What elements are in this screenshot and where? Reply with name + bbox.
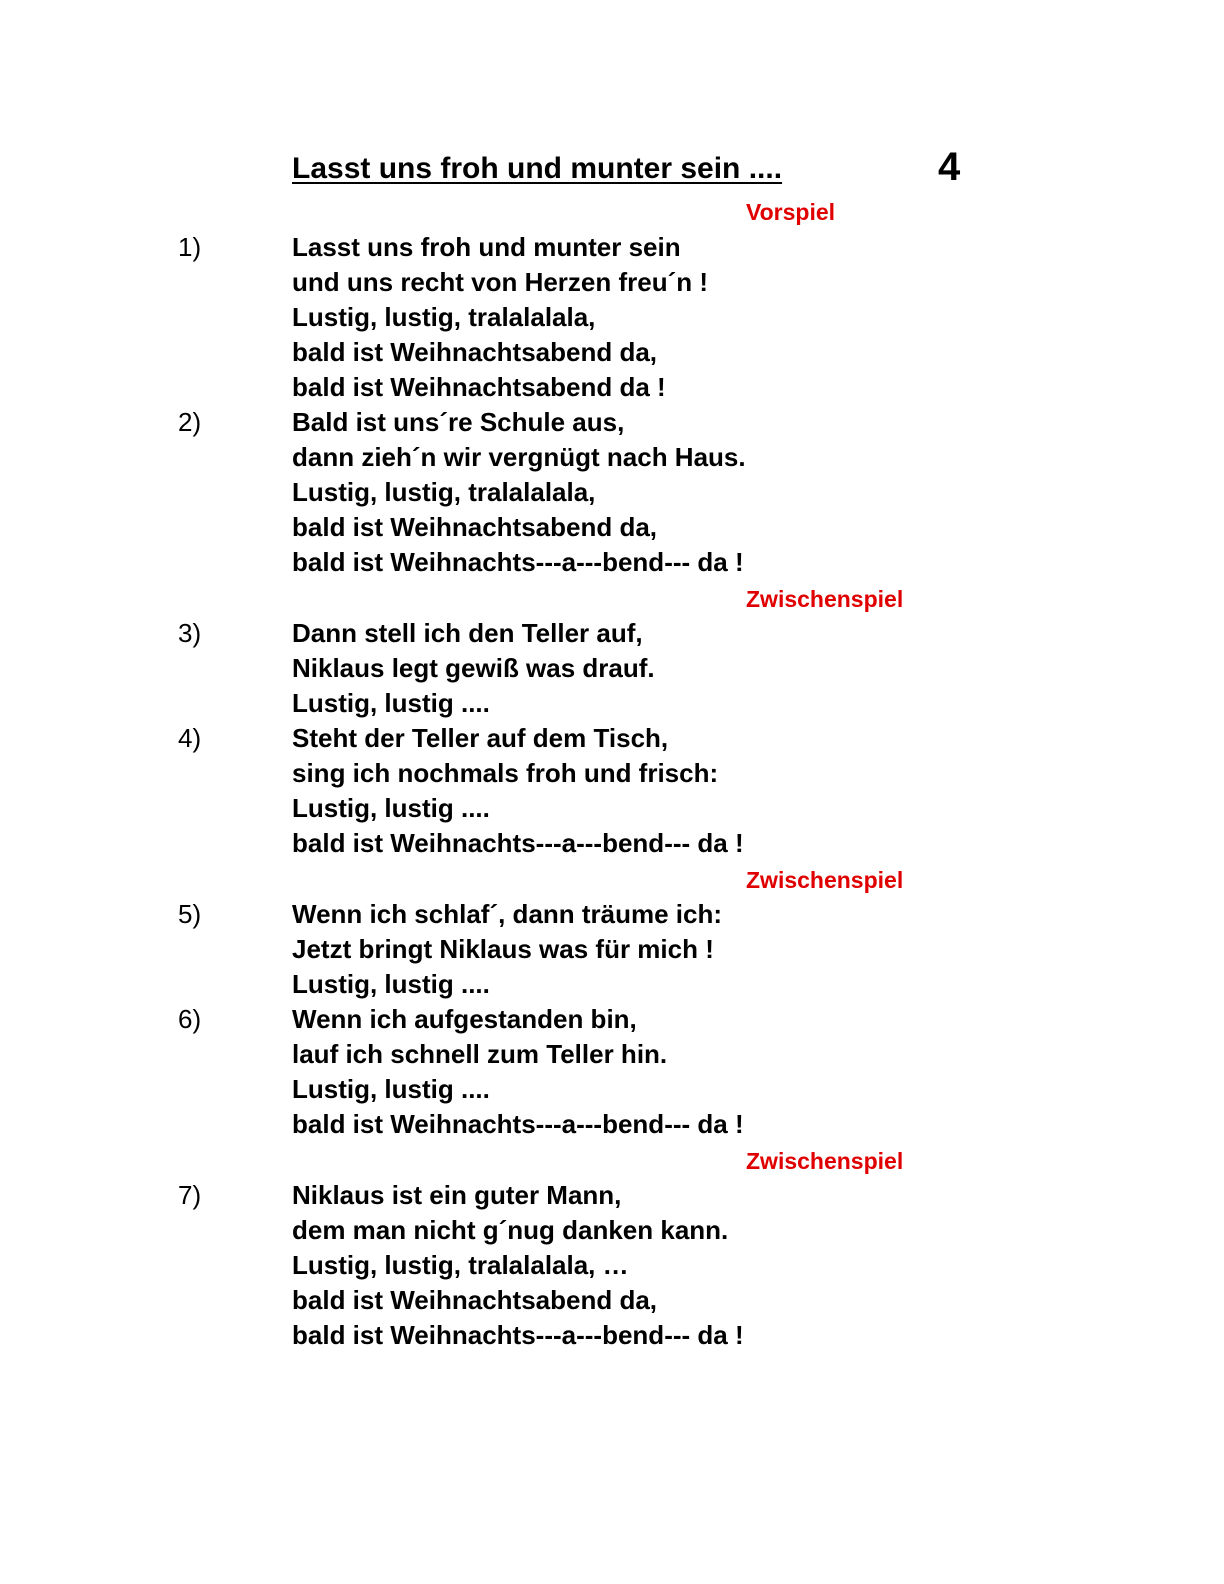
lyric-line: Bald ist uns´re Schule aus,: [292, 407, 625, 437]
lyric-line: Lustig, lustig, tralalalala,: [292, 302, 596, 332]
page-number: 4: [938, 145, 961, 189]
verse-number: 4): [178, 723, 202, 753]
verse-number: 2): [178, 407, 202, 437]
lyric-line: Jetzt bringt Niklaus was für mich !: [292, 934, 714, 964]
lyric-line: bald ist Weihnachts---a---bend--- da !: [292, 1109, 744, 1139]
verse-number: 5): [178, 899, 202, 929]
lyric-line: bald ist Weihnachtsabend da,: [292, 337, 658, 367]
lyric-line: Lustig, lustig ....: [292, 969, 490, 999]
page-title: Lasst uns froh und munter sein ....: [292, 152, 783, 185]
lyric-line: dann zieh´n wir vergnügt nach Haus.: [292, 442, 746, 472]
lyric-line: sing ich nochmals froh und frisch:: [292, 758, 719, 788]
lyric-line: Lustig, lustig, tralalalala,: [292, 477, 596, 507]
lyric-line: Dann stell ich den Teller auf,: [292, 618, 643, 648]
lyric-line: Wenn ich aufgestanden bin,: [292, 1004, 637, 1034]
lyric-line: bald ist Weihnachtsabend da !: [292, 372, 666, 402]
lyric-line: bald ist Weihnachtsabend da,: [292, 512, 658, 542]
lyric-line: lauf ich schnell zum Teller hin.: [292, 1039, 668, 1069]
lyric-line: Lustig, lustig, tralalalala, …: [292, 1250, 629, 1280]
verse-number: 6): [178, 1004, 202, 1034]
lyric-line: bald ist Weihnachtsabend da,: [292, 1285, 658, 1315]
cue-zwischenspiel: Zwischenspiel: [746, 1148, 904, 1174]
verse-number: 7): [178, 1180, 202, 1210]
lyric-line: und uns recht von Herzen freu´n !: [292, 267, 709, 297]
lyric-line: Lustig, lustig ....: [292, 1074, 490, 1104]
lyric-line: Lasst uns froh und munter sein: [292, 232, 681, 262]
cue-zwischenspiel: Zwischenspiel: [746, 867, 904, 893]
lyric-line: bald ist Weihnachts---a---bend--- da !: [292, 1320, 744, 1350]
lyric-line: Niklaus ist ein guter Mann,: [292, 1180, 622, 1210]
verse-number: 3): [178, 618, 202, 648]
lyric-line: Lustig, lustig ....: [292, 793, 490, 823]
lyric-line: Wenn ich schlaf´, dann träume ich:: [292, 899, 723, 929]
cue-vorspiel: Vorspiel: [746, 199, 836, 225]
lyric-line: Lustig, lustig ....: [292, 688, 490, 718]
lyric-line: Niklaus legt gewiß was drauf.: [292, 653, 655, 683]
verse-number: 1): [178, 232, 202, 262]
lyric-line: bald ist Weihnachts---a---bend--- da !: [292, 547, 744, 577]
lyric-line: dem man nicht g´nug danken kann.: [292, 1215, 729, 1245]
cue-zwischenspiel: Zwischenspiel: [746, 586, 904, 612]
lyric-line: bald ist Weihnachts---a---bend--- da !: [292, 828, 744, 858]
lyric-line: Steht der Teller auf dem Tisch,: [292, 723, 669, 753]
